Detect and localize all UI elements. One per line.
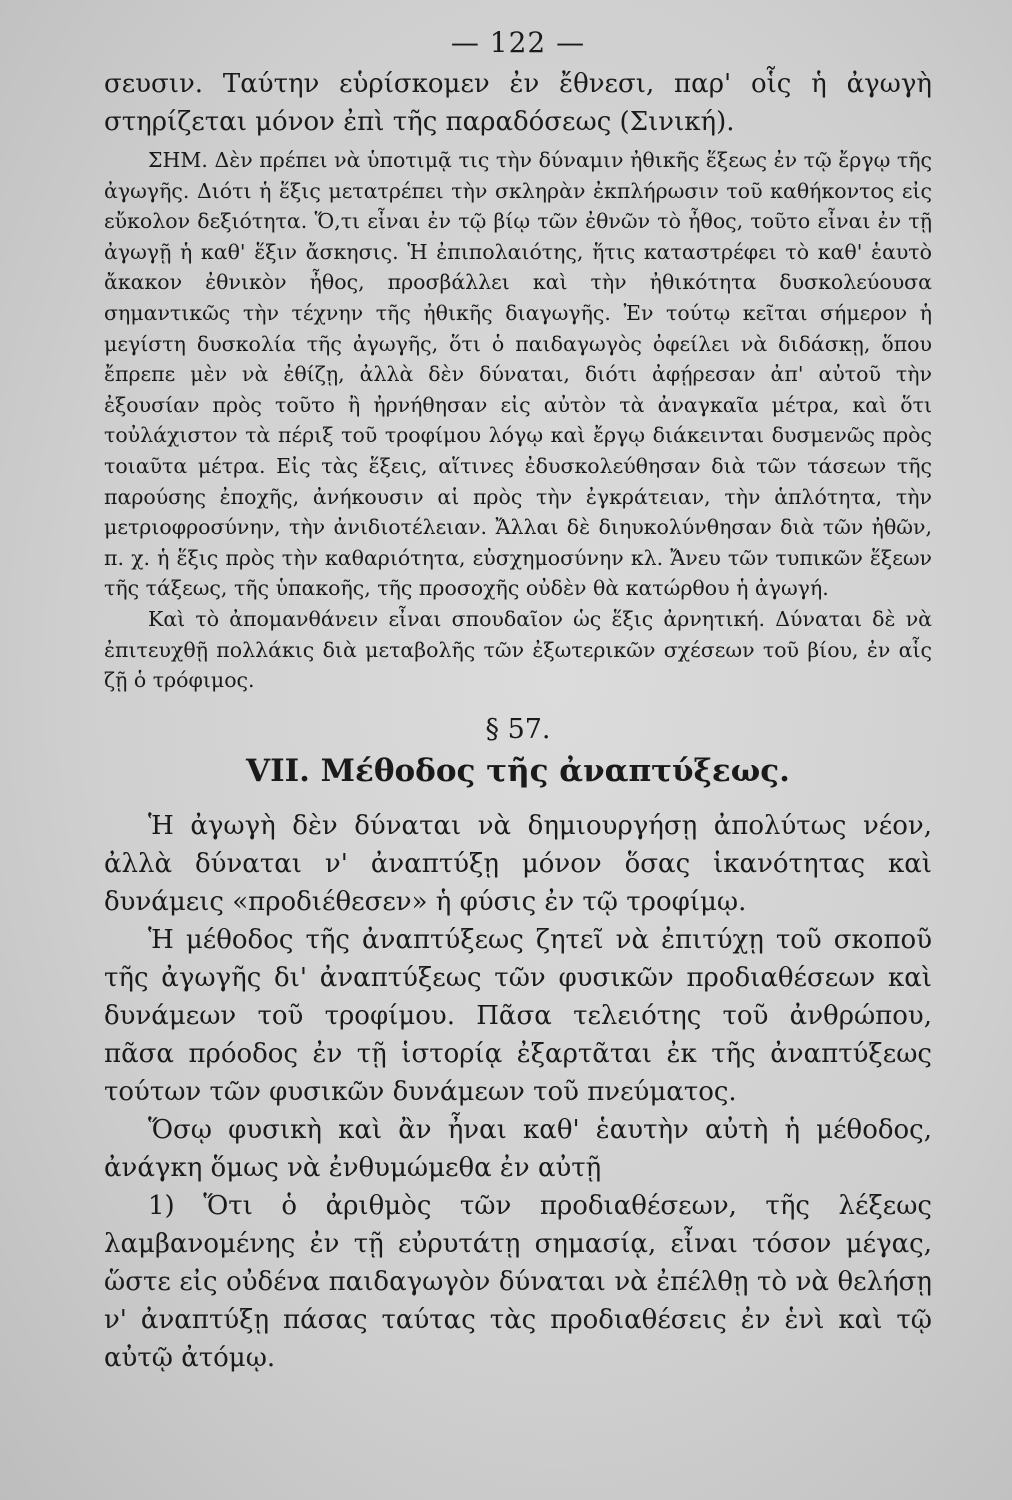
body-paragraph: Ἡ ἀγωγὴ δὲν δύναται νὰ δημιουργήσῃ ἀπολύτως νέον, ἀλλὰ δύναται ν' ἀναπτύξῃ μόνον ὅσας ἱκανότητας καὶ δυνάμεις «προδιέθεσεν» ἡ φύσις ἐν τῷ τροφίμῳ. bbox=[104, 810, 932, 917]
note-paragraph: ΣΗΜ. Δὲν πρέπει νὰ ὑποτιμᾷ τις τὴν δύναμιν ἠθικῆς ἕξεως ἐν τῷ ἔργῳ τῆς ἀγωγῆς. Διότι ἡ ἕξις μετατρέπει τὴν σκληρὰν ἐκπλήρωσιν τοῦ καθήκοντος εἰς εὔκολον δεξιότητα. Ὅ,τι εἶναι ἐν τῷ βίῳ τῶν ἐθνῶν τὸ ἦθος, τοῦτο εἶναι ἐν τῇ ἀγωγῇ ἡ καθ' ἕξιν ἄσκησις. Ἡ ἐπιπολαιότης, ἥτις καταστρέφει τὸ καθ' ἑαυτὸ ἄκακον ἐθνικὸν ἦθος, προσβάλλει καὶ τὴν ἠθικότητα δυσκολεύουσα σημαντικῶς τὴν τέχνην τῆς ἠθικῆς διαγωγῆς. Ἐν τούτῳ κεῖται σήμερον ἡ μεγίστη δυσκολία τῆς ἀγωγῆς, ὅτι ὁ παιδαγωγὸς ὀφείλει νὰ διδάσκῃ, ὅπου ἔπρεπε μὲν νὰ ἐθίζῃ, ἀλλὰ δὲν δύναται, διότι ἀφῄρεσαν ἀπ' αὐτοῦ τὴν ἐξουσίαν πρὸς τοῦτο ἢ ἠρνήθησαν εἰς αὐτὸν τὰ ἀναγκαῖα μέτρα, καὶ ὅτι τοὐλάχιστον τὰ πέριξ τοῦ τροφίμου λόγῳ καὶ ἔργῳ διάκεινται δυσμενῶς πρὸς τοιαῦτα μέτρα. Εἰς τὰς ἕξεις, αἵτινες ἐδυσκολεύθησαν διὰ τῶν τάσεων τῆς παρούσης ἐποχῆς, ἀνήκουσιν αἱ πρὸς τὴν ἐγκράτειαν, τὴν ἁπλότητα, τὴν μετριοφροσύνην, τὴν ἀνιδιοτέλειαν. Ἄλλαι δὲ διηυκολύνθησαν διὰ τῶν ἠθῶν, π. χ. ἡ ἕξις πρὸς τὴν καθαριότητα, εὐσχημοσύνην κλ. Ἄνευ τῶν τυπικῶν ἕξεων τῆς τάξεως, τῆς ὑπακοῆς, τῆς προσοχῆς οὐδὲν θὰ κατώρθου ἡ ἀγωγή. bbox=[104, 148, 932, 601]
body-paragraph: Ὅσῳ φυσικὴ καὶ ἂν ἦναι καθ' ἑαυτὴν αὐτὴ ἡ μέθοδος, ἀνάγκη ὅμως νὰ ἐνθυμώμεθα ἐν αὐτῇ bbox=[104, 1114, 932, 1183]
body-paragraph: Ἡ μέθοδος τῆς ἀναπτύξεως ζητεῖ νὰ ἐπιτύχῃ τοῦ σκοποῦ τῆς ἀγωγῆς δι' ἀναπτύξεως τῶν φυσικῶν προδιαθέσεων καὶ δυνάμεων τοῦ τροφίμου. Πᾶσα τελειότης τοῦ ἀνθρώπου, πᾶσα πρόοδος ἐν τῇ ἱστορίᾳ ἐξαρτᾶται ἐκ τῆς ἀναπτύξεως τούτων τῶν φυσικῶν δυνάμεων τοῦ πνεύματος. bbox=[104, 924, 932, 1107]
section-title: VII. Μέθοδος τῆς ἀναπτύξεως. bbox=[246, 752, 790, 789]
unlearning-paragraph: Καὶ τὸ ἀπομανθάνειν εἶναι σπουδαῖον ὡς ἕξις ἀρνητική. Δύναται δὲ νὰ ἐπιτευχθῇ πολλάκις διὰ μεταβολῆς τῶν ἐξωτερικῶν σχέσεων τοῦ βίου, ἐν αἷς ζῇ ὁ τρόφιμος. bbox=[104, 606, 932, 693]
continued-paragraph: σευσιν. Ταύτην εὑρίσκομεν ἐν ἔθνεσι, παρ' οἷς ἡ ἀγωγὴ στηρίζεται μόνον ἐπὶ τῆς παραδόσεως (Σινική). bbox=[104, 69, 932, 137]
section-number: § 57. bbox=[485, 713, 551, 745]
body-paragraph: 1) Ὅτι ὁ ἀριθμὸς τῶν προδιαθέσεων, τῆς λέξεως λαμβανομένης ἐν τῇ εὐρυτάτῃ σημασίᾳ, εἶναι τόσον μέγας, ὥστε εἰς οὐδένα παιδαγωγὸν δύναται νὰ ἐπέλθῃ τὸ νὰ θελήσῃ ν' ἀναπτύξῃ πάσας ταύτας τὰς προδιαθέσεις ἐν ἑνὶ καὶ τῷ αὐτῷ ἀτόμῳ. bbox=[104, 1190, 932, 1373]
page-number: — 122 — bbox=[450, 26, 586, 59]
